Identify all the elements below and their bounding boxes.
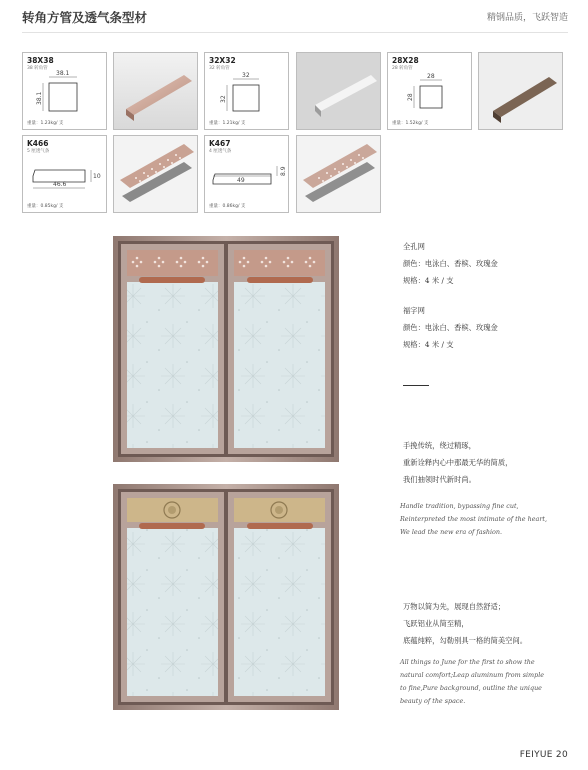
slogan-cn-2-line: 底蕴纯粹，勾勒别具一格的简美空间。 — [403, 636, 528, 645]
profile-code: 38X38 — [27, 56, 54, 65]
product-1-color: 颜色：电泳白、香槟、玫瑰金 — [403, 259, 498, 268]
accent-rule — [403, 385, 429, 386]
profile-38x38-width: 38.1 — [56, 70, 70, 77]
slogan-en-2-line: to fine,Pure background, outline the unique — [400, 684, 542, 692]
profile-weight: 重量：0.85kg/ 支 — [27, 204, 64, 209]
profile-32x32-drawing — [204, 52, 289, 130]
profile-code: K467 — [209, 139, 231, 148]
bronze-tube-image — [479, 53, 563, 130]
slogan-cn-2-line: 万物以简为先，展现自然舒适； — [403, 602, 506, 611]
profile-38x38-photo — [113, 52, 198, 130]
page-number: FEIYUE 20 — [519, 750, 568, 760]
slogan-en-1 — [400, 500, 547, 539]
profile-k466-photo — [113, 135, 198, 213]
profile-28x28-width: 28 — [427, 73, 435, 80]
vent-strip-rose-image — [114, 136, 198, 213]
white-tube-image — [297, 53, 381, 130]
header-divider — [22, 32, 568, 33]
slogan-cn-2-line: 飞跃铝业从简至精， — [403, 619, 469, 628]
vent-strip-image — [297, 136, 381, 213]
profile-weight: 重量：1.23kg/ 支 — [27, 121, 64, 126]
slogan-en-1-line: We lead the new era of fashion. — [400, 528, 503, 536]
profile-sub: 38 转角管 — [27, 66, 48, 71]
product-1-spec: 规格：4 米 / 支 — [403, 276, 454, 285]
slogan-cn-1-line: 我们抽领时代新时尚。 — [403, 475, 476, 484]
cabinet-full-hole-image — [113, 236, 339, 462]
page-title: 转角方管及透气条型材 — [22, 10, 148, 25]
profile-code: 28X28 — [392, 56, 419, 65]
slogan-cn-2 — [403, 598, 527, 649]
slogan-cn-1-line: 手挽传统，绕过精琢， — [403, 441, 476, 450]
profile-32x32-width: 32 — [242, 72, 250, 79]
profile-32x32-height: 32 — [220, 95, 227, 103]
profile-28x28-height: 28 — [407, 93, 414, 101]
product-2-info — [403, 304, 498, 351]
profile-k467-height: 8.9 — [280, 166, 287, 176]
profile-weight: 重量：1.52kg/ 支 — [392, 121, 429, 126]
slogan-en-1-line: Handle tradition, bypassing fine cut, — [400, 502, 519, 510]
slogan-en-2-line: beauty of the space. — [400, 697, 466, 705]
profile-sub: 28 转角管 — [392, 66, 413, 71]
profile-k467-drawing — [204, 135, 289, 213]
rose-tube-image — [114, 53, 198, 130]
slogan-cn-1 — [403, 437, 512, 488]
profile-k466-width: 46.6 — [53, 181, 67, 188]
slogan-en-2-line: All things to June for the first to show the — [400, 658, 535, 666]
profile-weight: 重量：1.21kg/ 支 — [209, 121, 246, 126]
cabinet-fu-character-svg — [113, 484, 339, 710]
profile-28x28-drawing — [387, 52, 472, 130]
profile-k467-photo — [296, 135, 381, 213]
profile-sub: 32 转角管 — [209, 66, 230, 71]
profile-sub: 4 厘透气条 — [209, 149, 232, 154]
profile-k466-height: 10 — [93, 173, 101, 180]
profile-k466-drawing — [22, 135, 107, 213]
profile-38x38-height: 38.1 — [36, 91, 43, 105]
profile-32x32-photo — [296, 52, 381, 130]
slogan-en-2 — [400, 656, 544, 708]
profile-k467-width: 49 — [237, 177, 245, 184]
slogan-en-1-line: Reinterpreted the most intimate of the heart, — [400, 515, 547, 523]
profile-sub: 5 厘透气条 — [27, 149, 50, 154]
product-2-color: 颜色：电泳白、香槟、玫瑰金 — [403, 323, 498, 332]
product-2-spec: 规格：4 米 / 支 — [403, 340, 454, 349]
profile-code: 32X32 — [209, 56, 236, 65]
profile-weight: 重量：0.86kg/ 支 — [209, 204, 246, 209]
product-2-name: 福字网 — [403, 306, 425, 315]
slogan-cn-1-line: 重新诠释内心中那最无华的简质， — [403, 458, 513, 467]
cabinet-full-hole-svg — [113, 236, 339, 462]
profile-38x38-drawing — [22, 52, 107, 130]
cabinet-fu-character-image — [113, 484, 339, 710]
profile-28x28-photo — [478, 52, 563, 130]
profile-code: K466 — [27, 139, 49, 148]
slogan-en-2-line: natural comfort;Leap aluminum from simple — [400, 671, 545, 679]
product-1-info — [403, 240, 498, 287]
brand-tagline: 精钢品质，飞跃智造 — [486, 13, 568, 23]
product-1-name: 全孔网 — [403, 242, 425, 251]
